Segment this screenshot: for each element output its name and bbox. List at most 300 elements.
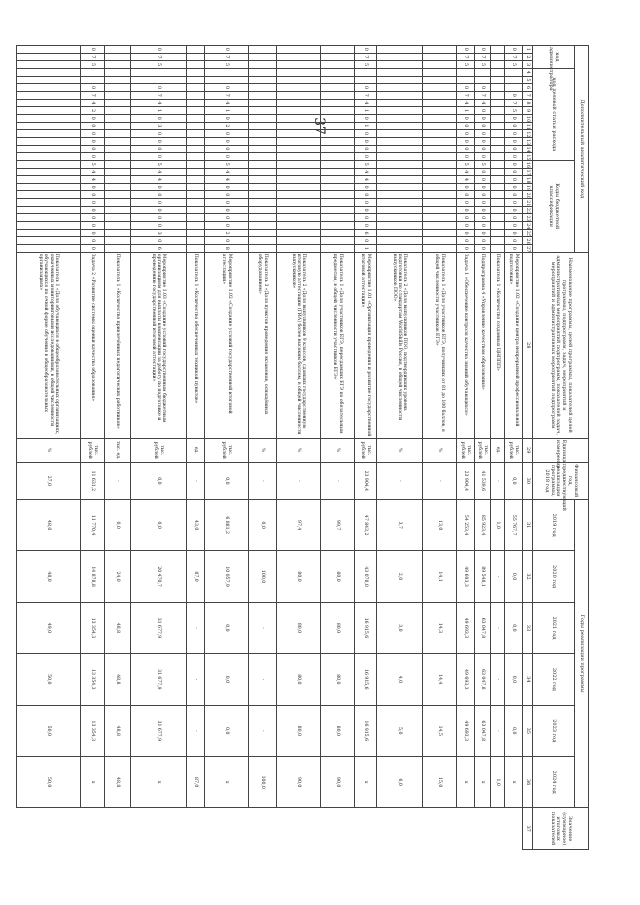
code-digit	[491, 153, 505, 161]
code-digit	[423, 214, 457, 222]
code-digit: 0	[205, 137, 249, 145]
code-digit	[17, 229, 81, 237]
code-digit	[105, 183, 131, 191]
code-digit	[105, 114, 131, 122]
code-digit: 1	[355, 122, 377, 130]
code-digit	[377, 206, 423, 214]
column-number: 10	[523, 114, 533, 122]
code-digit	[277, 84, 321, 92]
code-digit	[423, 46, 457, 54]
code-digit	[321, 114, 355, 122]
row-value: 0,0	[205, 705, 249, 756]
code-digit	[187, 84, 205, 92]
code-digit: 0	[475, 114, 491, 122]
code-digit	[377, 153, 423, 161]
admin-code-header: код администратора	[533, 46, 575, 69]
page-number: 37	[310, 117, 327, 135]
column-number: 6	[523, 84, 533, 92]
code-digit	[17, 168, 81, 176]
code-digit: 0	[81, 237, 105, 245]
code-digit: 0	[355, 214, 377, 222]
code-digit: 4	[131, 176, 187, 184]
code-digit	[377, 91, 423, 99]
code-digit: 5	[505, 107, 523, 115]
code-digit	[105, 214, 131, 222]
row-value: 13 354,3	[81, 602, 105, 653]
code-digit	[249, 76, 277, 84]
row-value: 10 057,9	[205, 551, 249, 602]
row-value: 16 915,6	[355, 705, 377, 756]
code-digit	[277, 183, 321, 191]
code-digit	[17, 99, 81, 107]
code-digit	[491, 229, 505, 237]
row-unit: тыс. рублей	[81, 438, 105, 462]
code-digit	[277, 122, 321, 130]
code-digit: 7	[355, 53, 377, 61]
code-digit	[423, 145, 457, 153]
code-digit	[249, 107, 277, 115]
table-row	[277, 46, 321, 850]
row-value: 80,0	[277, 705, 321, 756]
code-digit	[321, 46, 355, 54]
code-digit	[187, 122, 205, 130]
code-digit	[187, 137, 205, 145]
code-digit: 0	[205, 183, 249, 191]
code-digit: 0	[457, 46, 475, 54]
code-digit	[105, 176, 131, 184]
code-digit: 0	[81, 222, 105, 230]
row-value: 11 631,2	[81, 462, 105, 499]
code-digit	[187, 245, 205, 253]
code-digit: 5	[205, 61, 249, 69]
row-value: 0,0	[131, 462, 187, 499]
code-digit	[377, 191, 423, 199]
code-digit	[277, 168, 321, 176]
code-digit	[187, 160, 205, 168]
code-digit: 5	[355, 160, 377, 168]
row-value: -	[321, 462, 355, 499]
code-digit: 0	[457, 153, 475, 161]
code-digit	[423, 61, 457, 69]
code-digit	[17, 53, 81, 61]
code-digit	[249, 114, 277, 122]
code-digit	[277, 245, 321, 253]
column-number-row	[523, 46, 533, 850]
row-value: 49 693,3	[457, 551, 475, 602]
code-digit: 0	[475, 199, 491, 207]
table-row	[105, 46, 131, 850]
code-digit: 0	[505, 214, 523, 222]
row-value: 27,0	[17, 462, 81, 499]
code-digit	[249, 222, 277, 230]
row-value: 31 677,9	[131, 705, 187, 756]
code-digit	[277, 176, 321, 184]
code-digit	[249, 176, 277, 184]
code-digit	[105, 237, 131, 245]
code-digit: 4	[81, 99, 105, 107]
code-digit	[491, 222, 505, 230]
year-header: 2024 год	[533, 756, 575, 807]
row-value: 48,8	[105, 602, 131, 653]
row-value: -	[187, 462, 205, 499]
code-digit	[423, 183, 457, 191]
code-digit	[277, 153, 321, 161]
row-unit: тыс. ед.	[105, 438, 131, 462]
code-digit	[377, 84, 423, 92]
code-digit	[491, 183, 505, 191]
code-digit: 0	[457, 122, 475, 130]
code-digit	[17, 76, 81, 84]
code-digit	[187, 206, 205, 214]
code-digit: 0	[457, 245, 475, 253]
code-digit	[505, 76, 523, 84]
row-value: 13 354,3	[81, 705, 105, 756]
code-digit: 4	[355, 168, 377, 176]
code-digit	[377, 245, 423, 253]
code-digit	[105, 46, 131, 54]
code-digit	[321, 68, 355, 76]
code-digit	[249, 153, 277, 161]
code-digit	[187, 214, 205, 222]
row-value: -	[249, 705, 277, 756]
code-digit	[423, 168, 457, 176]
code-digit: 0	[505, 130, 523, 138]
code-digit: 0	[505, 245, 523, 253]
column-number: 3	[523, 61, 533, 69]
table-row	[205, 46, 249, 850]
column-number: 13	[523, 137, 533, 145]
row-value: -	[491, 654, 505, 705]
code-digit	[131, 68, 187, 76]
code-digit: 0	[205, 130, 249, 138]
code-digit	[321, 191, 355, 199]
code-digit: 7	[475, 91, 491, 99]
code-digit	[277, 199, 321, 207]
row-name: Показатель 1 «Доля обучающихся в общеобразовательных организациях, охваченных мониторинговыми исследованиями, в общей численности обучающихся по очной форме обучения в общеобразовательных организациях»	[17, 252, 81, 438]
column-number: 37	[523, 808, 533, 850]
row-value: 97,4	[277, 499, 321, 550]
row-value: 55 767,7	[505, 499, 523, 550]
row-value: 49 693,3	[457, 654, 475, 705]
code-digit	[377, 61, 423, 69]
row-unit: %	[321, 438, 355, 462]
code-digit: 0	[355, 191, 377, 199]
code-digit: 0	[81, 191, 105, 199]
code-digit	[105, 168, 131, 176]
code-digit	[277, 99, 321, 107]
code-digit: 2	[81, 107, 105, 115]
code-digit	[249, 199, 277, 207]
row-value: 89 548,1	[475, 551, 491, 602]
code-digit: 0	[131, 237, 187, 245]
code-digit: 1	[457, 107, 475, 115]
column-number: 30	[523, 462, 533, 499]
row-name: Показатель 2 «Доля выпускников ПОО, подтвердивших уровень подготовки по стандартам WorldSkills Россия, в общей численности выпускников ПОО»	[377, 252, 423, 438]
year-header: 2020 год	[533, 551, 575, 602]
code-digit	[105, 68, 131, 76]
code-digit: 0	[355, 46, 377, 54]
code-digit: 4	[131, 168, 187, 176]
code-digit	[17, 137, 81, 145]
code-digit	[17, 68, 81, 76]
row-value: 80,0	[321, 602, 355, 653]
code-digit	[17, 122, 81, 130]
code-digit	[377, 222, 423, 230]
code-digit	[187, 91, 205, 99]
code-digit: 0	[205, 114, 249, 122]
code-digit	[321, 76, 355, 84]
code-digit: 0	[475, 153, 491, 161]
code-digit: 0	[81, 214, 105, 222]
code-digit	[249, 191, 277, 199]
code-digit: 0	[505, 176, 523, 184]
code-digit	[321, 137, 355, 145]
code-digit: 0	[131, 153, 187, 161]
code-digit	[321, 237, 355, 245]
row-value: 0,0	[249, 499, 277, 550]
table-row	[187, 46, 205, 850]
code-digit	[17, 91, 81, 99]
row-value: 0,0	[205, 654, 249, 705]
code-digit	[377, 229, 423, 237]
code-digit: 7	[457, 53, 475, 61]
code-digit	[423, 245, 457, 253]
row-value: 13,0	[423, 499, 457, 550]
code-digit	[457, 76, 475, 84]
code-digit: 0	[131, 206, 187, 214]
row-value: 80,0	[277, 654, 321, 705]
code-digit: 0	[457, 229, 475, 237]
code-digit	[355, 76, 377, 84]
row-value: 49 693,3	[457, 602, 475, 653]
code-digit	[277, 130, 321, 138]
code-digit	[491, 76, 505, 84]
column-number: 27	[523, 245, 533, 253]
code-digit: 5	[81, 61, 105, 69]
code-digit: 2	[205, 122, 249, 130]
code-digit: 0	[505, 237, 523, 245]
table-body	[17, 46, 533, 850]
code-digit: 0	[131, 191, 187, 199]
code-digit	[17, 237, 81, 245]
code-digit: 0	[205, 222, 249, 230]
row-value: 14,3	[423, 602, 457, 653]
code-digit: 0	[131, 183, 187, 191]
code-digit	[277, 222, 321, 230]
code-digit	[277, 160, 321, 168]
code-digit	[277, 76, 321, 84]
code-digit: 0	[475, 191, 491, 199]
row-unit: тыс. рублей	[505, 438, 523, 462]
row-value: 50,0	[17, 705, 81, 756]
code-digit: 1	[355, 107, 377, 115]
code-digit	[423, 84, 457, 92]
code-digit	[377, 214, 423, 222]
table-row	[17, 46, 81, 850]
code-digit	[321, 168, 355, 176]
code-digit: 4	[355, 176, 377, 184]
code-digit	[249, 206, 277, 214]
code-digit	[187, 145, 205, 153]
code-digit: 4	[457, 99, 475, 107]
code-digit	[321, 84, 355, 92]
code-digit	[277, 214, 321, 222]
row-name: Показатель 1 «Количество обеспеченных техникой пунктов»	[187, 252, 205, 438]
code-digit	[491, 214, 505, 222]
row-value: 1,0	[491, 756, 505, 807]
code-digit: 1	[131, 107, 187, 115]
code-digit	[187, 53, 205, 61]
column-number: 9	[523, 107, 533, 115]
code-digit	[377, 145, 423, 153]
code-digit	[17, 206, 81, 214]
code-digit: 0	[505, 153, 523, 161]
row-value: 31 677,9	[131, 654, 187, 705]
code-digit	[105, 222, 131, 230]
code-digit	[249, 137, 277, 145]
row-value: 0,0	[205, 602, 249, 653]
code-digit	[105, 145, 131, 153]
code-digit	[205, 68, 249, 76]
code-digit	[423, 222, 457, 230]
code-digit: 4	[457, 168, 475, 176]
code-digit	[277, 137, 321, 145]
row-unit: ед.	[187, 438, 205, 462]
code-digit	[277, 206, 321, 214]
code-digit	[491, 107, 505, 115]
code-digit	[105, 199, 131, 207]
name-column-header: Наименование программы, целей программы, показателей целей программы, подпрограмм, задач, мероприятий и административных мероприятий подпрограмм, показателей задач, мероприятий и административных мероприятий подпрограмм	[533, 252, 589, 438]
column-number: 28	[523, 252, 533, 438]
code-digit	[105, 229, 131, 237]
code-digit	[377, 99, 423, 107]
row-unit: %	[277, 438, 321, 462]
row-value: 100,0	[249, 756, 277, 807]
code-digit	[187, 99, 205, 107]
code-digit	[321, 91, 355, 99]
code-digit: 0	[205, 145, 249, 153]
code-digit	[17, 183, 81, 191]
code-digit	[423, 237, 457, 245]
row-value: 49 693,3	[457, 705, 475, 756]
code-digit: 0	[81, 122, 105, 130]
column-number: 34	[523, 654, 533, 705]
base-year-column-header: Финансовый год, предшествующий реализации программы, 2018 год	[533, 462, 589, 499]
column-number: 15	[523, 153, 533, 161]
code-digit: 0	[475, 130, 491, 138]
code-digit	[377, 130, 423, 138]
row-value: 63 047,8	[475, 602, 491, 653]
code-digit: 5	[355, 61, 377, 69]
code-digit	[377, 168, 423, 176]
code-digit: 4	[457, 176, 475, 184]
code-digit	[377, 68, 423, 76]
row-value: 50,0	[17, 756, 81, 807]
code-digit	[491, 46, 505, 54]
code-digit: 0	[81, 145, 105, 153]
code-digit	[491, 68, 505, 76]
code-digit	[491, 145, 505, 153]
code-digit: 0	[505, 199, 523, 207]
code-digit	[187, 68, 205, 76]
code-digit	[187, 191, 205, 199]
row-unit: тыс. рублей	[131, 438, 187, 462]
code-digit	[377, 137, 423, 145]
row-name: Задача 2 «Развитие системы оценки качества образования»	[81, 252, 105, 438]
code-digit: 0	[475, 84, 491, 92]
code-digit: 0	[475, 229, 491, 237]
code-digit: 0	[457, 222, 475, 230]
code-digit: 0	[505, 168, 523, 176]
code-digit	[321, 214, 355, 222]
table-row	[81, 46, 105, 850]
column-number: 18	[523, 176, 533, 184]
row-value: 80,0	[277, 602, 321, 653]
code-digit	[423, 229, 457, 237]
code-digit	[423, 130, 457, 138]
row-value: 3,0	[377, 602, 423, 653]
row-value: -	[277, 462, 321, 499]
row-value: 47 843,2	[355, 499, 377, 550]
code-digit	[491, 191, 505, 199]
code-digit: 0	[475, 122, 491, 130]
code-digit	[491, 245, 505, 253]
code-digit: 0	[505, 91, 523, 99]
code-digit	[321, 153, 355, 161]
column-number: 11	[523, 122, 533, 130]
code-digit	[277, 107, 321, 115]
code-digit	[187, 183, 205, 191]
row-unit: тыс. рублей	[457, 438, 475, 462]
code-digit	[491, 176, 505, 184]
code-digit: 0	[505, 191, 523, 199]
code-digit: 0	[457, 199, 475, 207]
code-digit: 0	[131, 222, 187, 230]
row-unit: %	[17, 438, 81, 462]
code-digit	[81, 76, 105, 84]
final-column-header: Значение (суммарное) итоговых показателей	[533, 808, 589, 850]
row-value: 14,1	[423, 551, 457, 602]
row-value: -	[187, 654, 205, 705]
column-number: 1	[523, 46, 533, 54]
code-digit: 0	[505, 183, 523, 191]
code-digit	[187, 114, 205, 122]
program-table	[16, 45, 589, 850]
column-number: 31	[523, 499, 533, 550]
code-digit: 4	[81, 168, 105, 176]
code-digit	[249, 160, 277, 168]
row-value: 80,0	[321, 654, 355, 705]
code-digit	[17, 153, 81, 161]
row-value: 50,0	[17, 654, 81, 705]
code-digit	[187, 46, 205, 54]
codes-group-header: Коды бюджетной классификации	[533, 160, 575, 252]
code-digit	[105, 99, 131, 107]
code-digit	[187, 176, 205, 184]
code-digit: 7	[81, 53, 105, 61]
row-value: 6 881,2	[205, 499, 249, 550]
row-value: 14,4	[423, 654, 457, 705]
column-number: 23	[523, 214, 533, 222]
row-value: 16 915,6	[355, 654, 377, 705]
code-digit	[187, 130, 205, 138]
column-number: 8	[523, 99, 533, 107]
code-digit	[249, 214, 277, 222]
row-name: Мероприятие 1.02 «Создание условий государственной итоговой аттестации»	[205, 252, 249, 438]
code-digit	[423, 176, 457, 184]
code-digit	[377, 199, 423, 207]
code-digit	[249, 245, 277, 253]
